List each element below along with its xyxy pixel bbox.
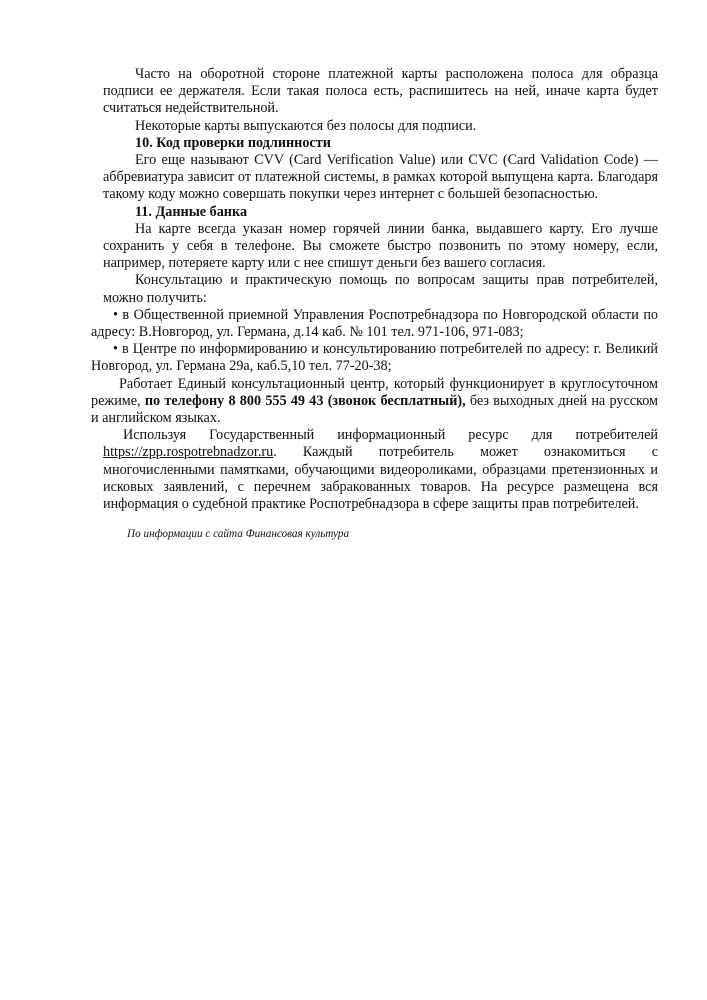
paragraph-hotline: На карте всегда указан номер горячей линии банка, выдавшего карту. Его лучше сохранить у себя в телефоне. Вы сможете быстро позвонить по этому номеру, если, например, потеряете карту или с нее спишут деньги без вашего согласия. — [103, 220, 658, 272]
list-item-office: • в Общественной приемной Управления Роспотребнадзора по Новгородской области по адресу: В.Новгород, ул. Германа, д.14 каб. № 101 тел. 971-106, 971-083; — [91, 306, 658, 341]
source-note: По информации с сайта Финансовая культура — [127, 528, 350, 540]
list-item-center: • в Центре по информированию и консультированию потребителей по адресу: г. Великий Новгород, ул. Германа 29а, каб.5,10 тел. 77-20-38; — [91, 341, 658, 375]
paragraph-resource — [103, 427, 658, 513]
resource-text: Используя Государственный информационный ресурс для потребителей — [123, 427, 658, 444]
resource-link[interactable]: https://zpp.rospotrebnadzor.ru — [103, 444, 274, 461]
resource-text-end: . Каждый потребитель может ознакомиться с многочисленными памятками, обучающими видеороликами, образцами претензионных и исковых заявлений, с перечнем забракованных товаров. На ресурсе размещена вся информация о судебной практике Роспотребнадзора в сфере защиты прав потребителей. — [103, 444, 658, 513]
call-center-text: Работает Единый консультационный центр, который функционирует в круглосуточном режиме, — [91, 375, 658, 409]
document-body — [91, 66, 659, 513]
call-center-text-end: без выходных дней на русском и английском языках. — [91, 392, 659, 427]
paragraph-call-center — [91, 376, 658, 428]
paragraph-signature-strip: Часто на оборотной стороне платежной карты расположена полоса для образца подписи ее держателя. Если такая полоса есть, распишитесь на ней, иначе карта будет считаться недействительной. — [103, 66, 658, 117]
paragraph-cvv: Его еще называют CVV (Card Verification Value) или CVC (Card Validation Code) — аббревиатура зависит от платежной системы, в рамках которой выпущена карта. Благодаря такому коду можно совершать покупки через интернет с большей безопасностью. — [103, 152, 658, 203]
heading-bank-data: 11. Данные банка — [135, 203, 248, 220]
paragraph-no-strip: Некоторые карты выпускаются без полосы для подписи. — [135, 117, 477, 134]
phone-number-text: по телефону 8 800 555 49 43 (звонок бесплатный), — [144, 392, 466, 409]
paragraph-consultation: Консультацию и практическую помощь по вопросам защиты прав потребителей, можно получить: — [103, 272, 658, 306]
heading-verification-code: 10. Код проверки подлинности — [135, 134, 331, 151]
